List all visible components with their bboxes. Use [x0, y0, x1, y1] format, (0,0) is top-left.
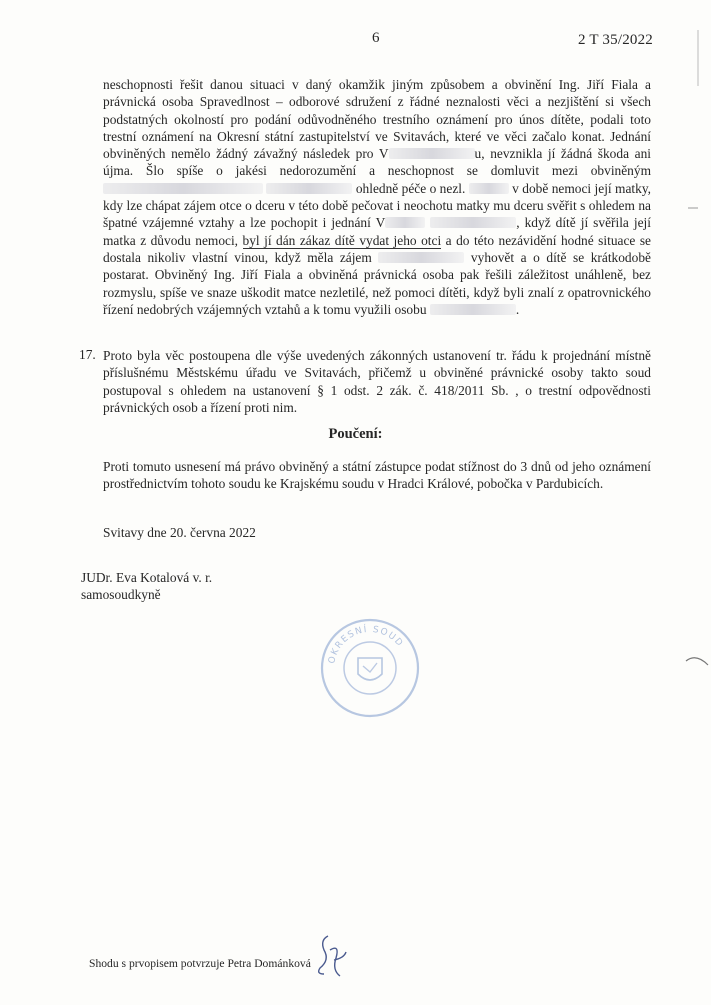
para16-text-6: a do této nezávidění hodné situace se dostala nikoliv vlastní vinou, když měla zájem — [103, 232, 651, 265]
margin-mark — [686, 203, 700, 213]
redaction — [385, 217, 425, 228]
handwritten-signature — [306, 930, 350, 980]
redaction — [469, 183, 509, 194]
case-reference: 2 T 35/2022 — [578, 32, 653, 48]
margin-mark — [692, 28, 704, 88]
redaction — [430, 217, 516, 228]
redaction — [266, 183, 352, 194]
page-number: 6 — [372, 30, 380, 46]
para16-text-7: vyhovět a o dítě se krátkodobě postarat. Obviněný Ing. Jiří Fiala a obviněná právnická osoba pak řešili záležitost unáhleně, bez rozmyslu, spíše ve snaze uškodit matce nezletilé, než pomoci dítěti, když byli znalí z opatrovnického řízení nedobrých vzájemných vztahů a k tomu využili osobu — [103, 249, 651, 317]
footer-certification: Shodu s prvopisem potvrzuje Petra Dománková — [89, 957, 311, 970]
redaction — [103, 183, 263, 194]
para16-text-8: . — [515, 301, 520, 317]
para16-text-4: v době nemoci její matky, kdy lze chápat zájem otce o dceru v této době pečovat i neochotu matky mu dceru svěřit s ohledem na špatné vzájemné vztahy a lze pochopit i jednání V — [103, 180, 651, 231]
underlined-text: byl jí dán zákaz dítě vydat jeho otci — [242, 232, 442, 248]
redaction — [389, 148, 475, 159]
date-line: Svitavy dne 20. června 2022 — [103, 525, 256, 540]
para16-text-5: , když dítě jí svěřila její matka z důvodu nemoci, — [103, 215, 651, 248]
redaction — [430, 304, 516, 315]
para16-text-3: ohledně péče o nezl. — [355, 180, 466, 196]
court-stamp — [318, 616, 422, 720]
paragraph-17-number: 17. — [79, 347, 96, 362]
para16-text-1: neschopnosti řešit danou situaci v daný okamžik jiným způsobem a obvinění Ing. Jiří Fiala a právnická osoba Spravedlnost – odborové sdružení z řádné neznalosti věci a nezjištění si všech podstatných okolností pro podání odůvodněného trestního oznámení pro únos dítěte, podali toto trestní oznámení na Okresní státní zastupitelství ve Svitavách, které ve věci začalo konat. Jednání obviněných nemělo žádný závažný následek pro V — [103, 77, 651, 162]
paragraph-16 — [103, 76, 651, 318]
notice-text: Proti tomuto usnesení má právo obviněný a státní zástupce podat stížnost do 3 dnů od jeho oznámení prostřednictvím tohoto soudu ke Krajskému soudu v Hradci Králové, pobočka v Pardubicích. — [103, 459, 651, 492]
margin-mark — [684, 651, 710, 669]
para16-text-2: u, nevznikla jí žádná škoda ani újma. Šlo spíše o jakési nedorozumění a neschopnost se domluvit mezi obviněným — [103, 146, 651, 179]
notice-heading: Poučení: — [328, 426, 383, 442]
paragraph-17: Proto byla věc postoupena dle výše uvedených zákonných ustanovení tr. řádu k projednání místně příslušnému Městskému úřadu ve Svitavách, přičemž u obviněné právnické osoby takto soud postupoval s ohledem na ustanovení § 1 odst. 2 zák. č. 418/2011 Sb. , o trestní odpovědnosti právnických osob a řízení proti nim. — [103, 348, 651, 415]
stamp-text: OKRESNÍ SOUD — [327, 624, 406, 665]
signature-name: JUDr. Eva Kotalová v. r. — [81, 570, 213, 585]
redaction — [378, 252, 464, 263]
signature-role: samosoudkyně — [81, 587, 161, 602]
